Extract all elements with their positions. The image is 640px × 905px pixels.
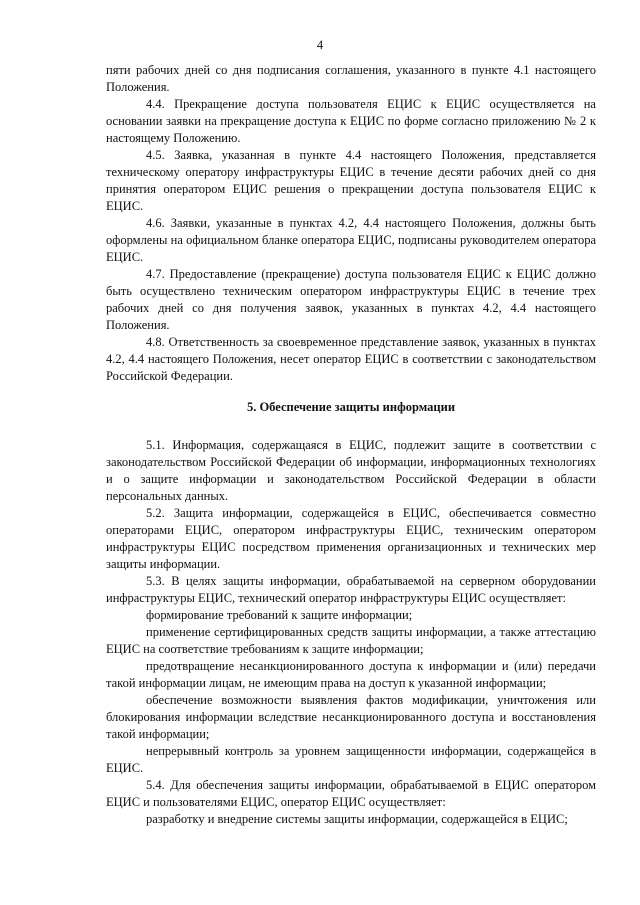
section-title: 5. Обеспечение защиты информации <box>246 400 456 414</box>
page-number: 4 <box>316 38 324 52</box>
paragraph-5-1: 5.1. Информация, содержащаяся в ЕЦИС, подлежит защите в соответствии с законодательством Российской Федерации об информации, информационных технологиях и о защите информации и законодательством Российской Федерации в области персональных данных. <box>106 438 596 503</box>
paragraph-continuation: пяти рабочих дней со дня подписания соглашения, указанного в пункте 4.1 настоящего Положения. <box>106 63 596 94</box>
paragraph-5-3: 5.3. В целях защиты информации, обрабатываемой на серверном оборудовании инфраструктуры ЕЦИС, технический оператор инфраструктуры ЕЦИС осуществляет: <box>106 574 596 605</box>
paragraph-4-6: 4.6. Заявки, указанные в пунктах 4.2, 4.4 настоящего Положения, должны быть оформлены на официальном бланке оператора ЕЦИС, подписаны руководителем оператора ЕЦИС. <box>106 216 596 264</box>
paragraph-4-7: 4.7. Предоставление (прекращение) доступа пользователя ЕЦИС к ЕЦИС должно быть осуществлено техническим оператором инфраструктуры ЕЦИС в течение трех рабочих дней со дня получения заявок, указанных в пунктах 4.2, 4.4 настоящего Положения. <box>106 267 596 332</box>
list-item-5-4-1: разработку и внедрение системы защиты информации, содержащейся в ЕЦИС; <box>146 812 568 826</box>
list-item-5-3-2: применение сертифицированных средств защиты информации, а также аттестацию ЕЦИС на соответствие требованиям к защите информации; <box>106 625 596 656</box>
paragraph-4-8: 4.8. Ответственность за своевременное представление заявок, указанных в пунктах 4.2, 4.4 настоящего Положения, несет оператор ЕЦИС в соответствии с законодательством Российской Федерации. <box>106 335 596 383</box>
document-body <box>106 62 596 828</box>
paragraph-4-4: 4.4. Прекращение доступа пользователя ЕЦИС к ЕЦИС осуществляется на основании заявки на прекращение доступа к ЕЦИС по форме согласно приложению № 2 к настоящему Положению. <box>106 97 596 145</box>
paragraph-5-2: 5.2. Защита информации, содержащейся в ЕЦИС, обеспечивается совместно операторами ЕЦИС, оператором инфраструктуры ЕЦИС, техническим оператором инфраструктуры ЕЦИС посредством применения организационных и технических мер защиты информации. <box>106 506 596 571</box>
list-item-5-3-3: предотвращение несанкционированного доступа к информации и (или) передачи такой информации лицам, не имеющим права на доступ к указанной информации; <box>106 659 596 690</box>
list-item-5-3-4: обеспечение возможности выявления фактов модификации, уничтожения или блокирования информации вследствие несанкционированного доступа и восстановления такой информации; <box>106 693 596 741</box>
list-item-5-3-1: формирование требований к защите информации; <box>146 608 413 622</box>
list-item-5-3-5: непрерывный контроль за уровнем защищенности информации, содержащейся в ЕЦИС. <box>106 744 596 775</box>
paragraph-5-4: 5.4. Для обеспечения защиты информации, обрабатываемой в ЕЦИС оператором ЕЦИС и пользователями ЕЦИС, оператор ЕЦИС осуществляет: <box>106 778 596 809</box>
paragraph-4-5: 4.5. Заявка, указанная в пункте 4.4 настоящего Положения, представляется техническому оператору инфраструктуры ЕЦИС в течение десяти рабочих дней со дня принятия оператором ЕЦИС решения о прекращении доступа пользователя ЕЦИС к ЕЦИС. <box>106 148 596 213</box>
